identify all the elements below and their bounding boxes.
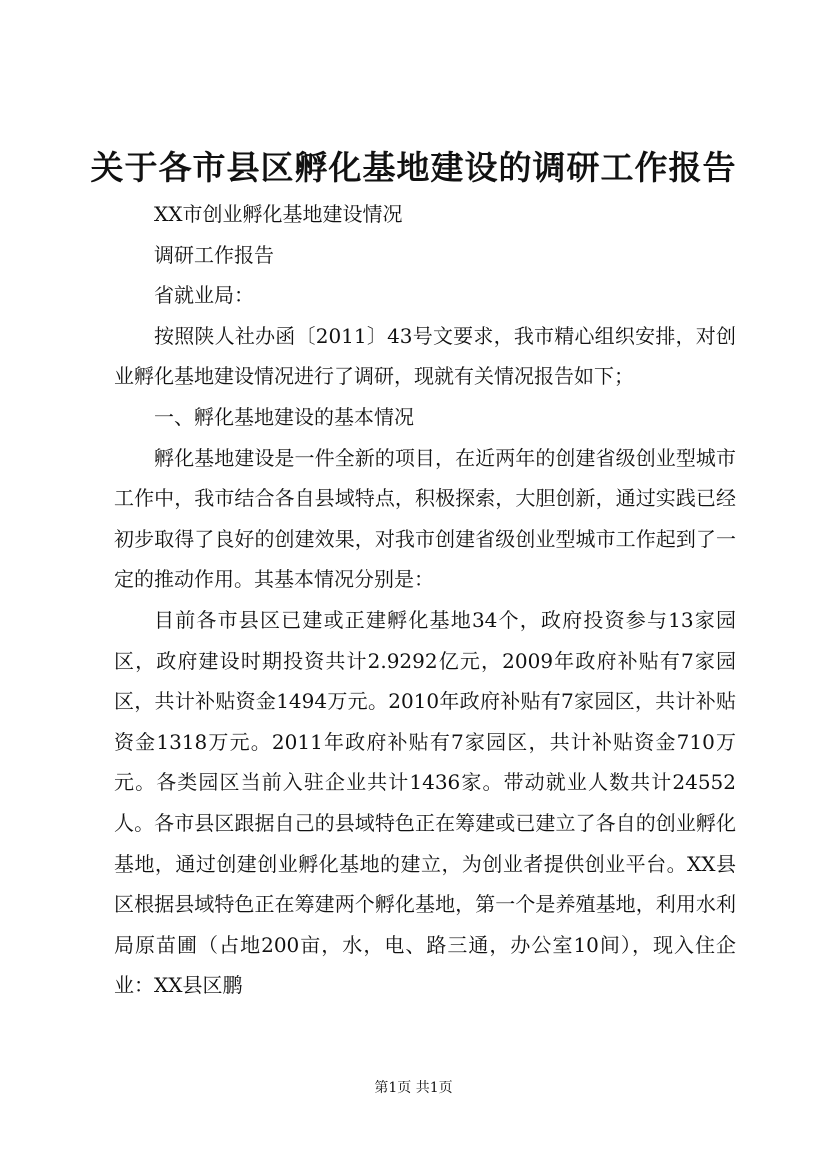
document-body <box>114 194 736 1006</box>
paragraph-subtitle-1: XX市创业孵化基地建设情况 <box>154 202 403 226</box>
paragraph-intro: 按照陕人社办函〔2011〕43号文要求，我市精心组织安排，对创业孵化基地建设情况进行了调研，现就有关情况报告如下； <box>114 323 736 389</box>
paragraph-overview: 孵化基地建设是一件全新的项目，在近两年的创建省级创业型城市工作中，我市结合各自县域特点，积极探索，大胆创新，通过实践已经初步取得了良好的创建效果，对我市创建省级创业型城市工作起到了一定的推动作用。其基本情况分别是： <box>114 445 736 592</box>
section-heading-1: 一、孵化基地建设的基本情况 <box>154 404 414 429</box>
page-footer: 第1页 共1页 <box>374 1080 453 1096</box>
paragraph-subtitle-2: 调研工作报告 <box>154 242 274 267</box>
paragraph-salutation: 省就业局： <box>154 283 254 308</box>
document-title: 关于各市县区孵化基地建设的调研工作报告 <box>90 148 737 187</box>
paragraph-details: 目前各市县区已建或正建孵化基地34个，政府投资参与13家园区，政府建设时期投资共计2.9292亿元，2009年政府补贴有7家园区，共计补贴资金1494万元。2010年政府补贴有7家园区，共计补贴资金1318万元。2011年政府补贴有7家园区，共计补贴资金710万元。各类园区当前入驻企业共计1436家。带动就业人数共计24552人。各市县区跟据自己的县域特色正在筹建或已建立了各自的创业孵化基地，通过创建创业孵化基地的建立，为创业者提供创业平台。XX县区根据县域特色正在筹建两个孵化基地，第一个是养殖基地，利用水利局原苗圃（占地200亩，水，电、路三通，办公室10间），现入住企业：XX县区鹏 <box>114 607 736 998</box>
